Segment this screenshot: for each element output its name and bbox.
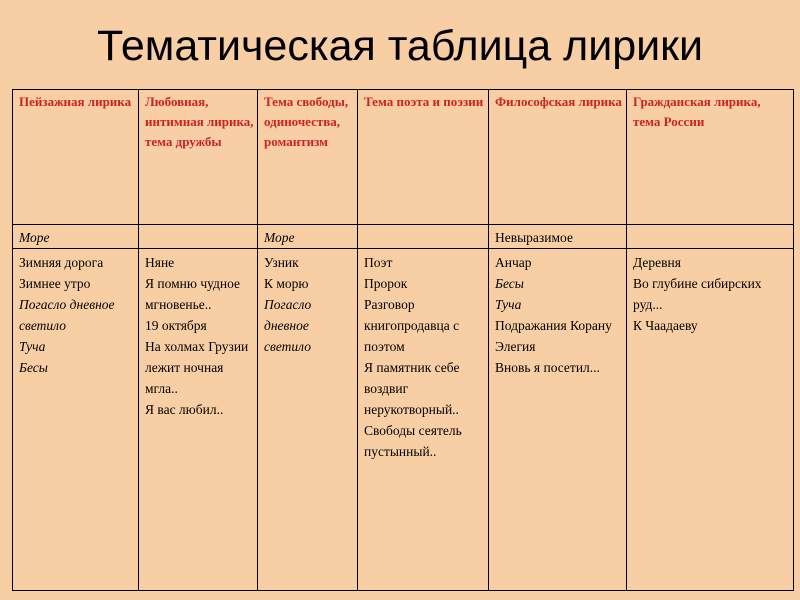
table-cell bbox=[358, 225, 489, 249]
poem-title: Бесы bbox=[495, 276, 524, 291]
header-label: Тема поэта и поэзии bbox=[364, 94, 484, 109]
table-cell bbox=[13, 249, 139, 591]
header-label: Философская лирика bbox=[495, 94, 622, 109]
table-cell bbox=[139, 249, 258, 591]
header-cell bbox=[627, 90, 794, 225]
table-cell bbox=[139, 225, 258, 249]
poem-title: Зимнее утро bbox=[19, 276, 91, 291]
poem-title: Поэт bbox=[364, 255, 393, 270]
poem-title: К Чаадаеву bbox=[633, 318, 698, 333]
header-label: Тема свободы, одиночества, романтизм bbox=[264, 94, 349, 149]
poem-title: Вновь я посетил... bbox=[495, 360, 600, 375]
table-cell bbox=[627, 249, 794, 591]
cell-text: Море bbox=[264, 230, 295, 245]
poem-title: Анчар bbox=[495, 255, 532, 270]
poem-title: Я вас любил.. bbox=[145, 402, 224, 417]
table-cell bbox=[258, 225, 358, 249]
cell-text: Невыразимое bbox=[495, 230, 573, 245]
poem-title: Зимняя дорога bbox=[19, 255, 104, 270]
poem-title: Бесы bbox=[19, 360, 48, 375]
cell-text: Море bbox=[19, 230, 50, 245]
poem-title: Я памятник себе воздвиг нерукотворный.. bbox=[364, 360, 460, 417]
table-cell bbox=[489, 249, 627, 591]
header-label: Гражданская лирика, тема России bbox=[633, 94, 761, 129]
poem-title: Пророк bbox=[364, 276, 408, 291]
table-row bbox=[13, 249, 794, 591]
header-label: Пейзажная лирика bbox=[19, 94, 132, 109]
poem-title: Няне bbox=[145, 255, 175, 270]
poem-title: К морю bbox=[264, 276, 309, 291]
poem-title: 19 октября bbox=[145, 318, 207, 333]
table-cell bbox=[627, 225, 794, 249]
poem-title: Деревня bbox=[633, 255, 681, 270]
header-label: Любовная, интимная лирика, тема дружбы bbox=[145, 94, 254, 149]
table-header-row bbox=[13, 90, 794, 225]
header-cell bbox=[358, 90, 489, 225]
page-title: Тематическая таблица лирики bbox=[96, 22, 704, 70]
poem-title: Погасло дневное светило bbox=[19, 297, 115, 333]
header-cell bbox=[13, 90, 139, 225]
poem-title: Погасло дневное светило bbox=[264, 297, 312, 354]
table-cell bbox=[258, 249, 358, 591]
header-cell bbox=[139, 90, 258, 225]
table-cell bbox=[13, 225, 139, 249]
table-cell bbox=[358, 249, 489, 591]
poem-title: Разговор книгопродавца с поэтом bbox=[364, 297, 460, 354]
poem-title: Подражания Корану bbox=[495, 318, 612, 333]
table-row bbox=[13, 225, 794, 249]
poem-title: Во глубине сибирских руд... bbox=[633, 276, 762, 312]
lyrics-table bbox=[12, 89, 794, 591]
poem-title: Свободы сеятель пустынный.. bbox=[364, 423, 462, 459]
poem-title: Туча bbox=[495, 297, 522, 312]
header-cell bbox=[258, 90, 358, 225]
poem-title: Элегия bbox=[495, 339, 536, 354]
poem-title: Туча bbox=[19, 339, 46, 354]
header-cell bbox=[489, 90, 627, 225]
poem-title: Узник bbox=[264, 255, 299, 270]
table-cell bbox=[489, 225, 627, 249]
poem-title: Я помню чудное мгновенье.. bbox=[145, 276, 241, 312]
poem-title: На холмах Грузии лежит ночная мгла.. bbox=[145, 339, 249, 396]
